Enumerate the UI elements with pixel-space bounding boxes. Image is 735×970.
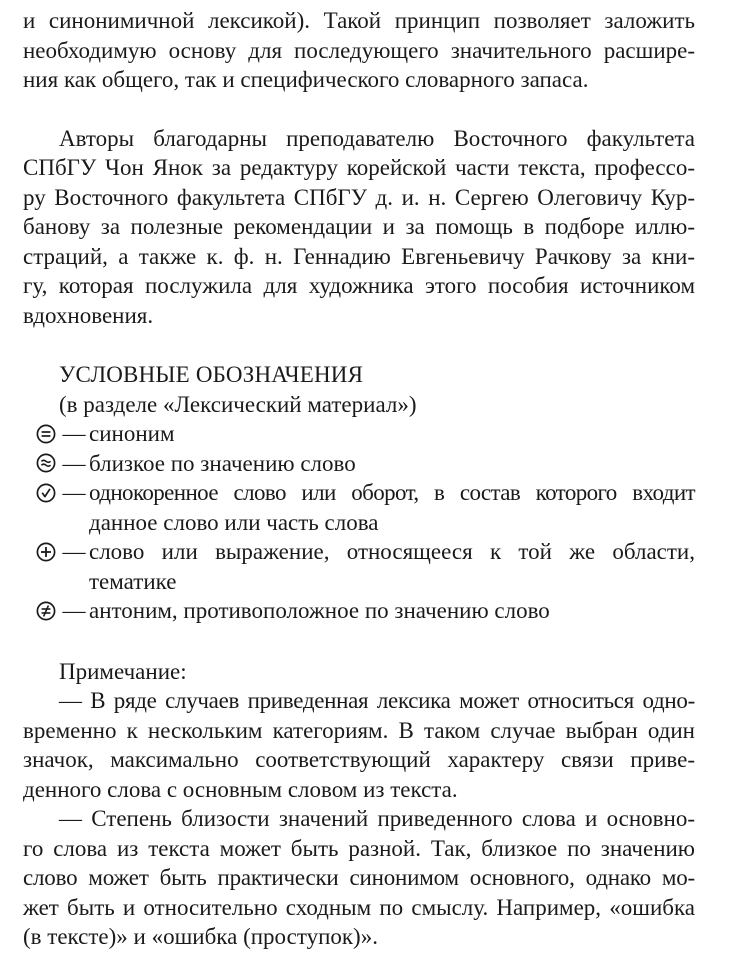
text-line: значок, максимально соответствующий характеру связи приве-: [23, 747, 695, 772]
legend-item-text: [89, 596, 695, 626]
legend-item-text: [89, 449, 695, 479]
text-line: ру Восточного факультета СПбГУ д. и. н. Сергею Олеговичу Кур-: [23, 184, 695, 210]
legend-dash: —: [62, 480, 86, 505]
document-page: [23, 6, 695, 952]
legend-dash: —: [62, 421, 86, 446]
approx-circle-icon: [33, 449, 59, 479]
text-line: — Степень близости значений приведенного слова и основно-: [59, 806, 695, 831]
legend-subtitle: (в разделе «Лексический материал»): [59, 392, 417, 417]
note-paragraph-1: [23, 686, 695, 804]
text-line: — В ряде случаев приведенная лексика может относиться одно-: [59, 688, 695, 713]
paragraph-gap: [23, 330, 695, 360]
legend-dash: —: [62, 598, 86, 623]
legend-dash: —: [62, 450, 86, 476]
text-line: гу, которая послужила для художника этого пособия источником: [23, 273, 695, 298]
legend-item-same-root: [23, 478, 695, 537]
legend-dash: —: [62, 539, 86, 564]
text-line: вдохновения.: [23, 302, 154, 328]
text-line: тематике: [89, 568, 177, 594]
text-line: и синонимичной лексикой). Такой принцип позволяет заложить: [23, 8, 695, 33]
acknowledgement-paragraph: [23, 124, 695, 331]
text-line: ния как общего, так и специфического словарного запаса.: [23, 67, 589, 92]
legend-section: [23, 360, 695, 626]
text-line: однокоренное слово или оборот, в состав которого входит: [89, 480, 695, 505]
text-line: временно к нескольким категориям. В таком случае выбран один: [23, 717, 695, 743]
legend-item-same-field: [23, 537, 695, 596]
text-line: данное слово или часть слова: [89, 509, 379, 535]
text-line: слово или выражение, относящееся к той же области,: [89, 539, 695, 564]
text-line: СПбГУ Чон Янок за редактуру корейской части текста, профессо-: [23, 155, 695, 180]
not-equal-circle-icon: [33, 596, 59, 626]
checkmark-circle-icon: [33, 478, 59, 508]
note-heading: Примечание:: [59, 658, 187, 684]
legend-item-text: [89, 478, 695, 537]
paragraph-gap: [23, 626, 695, 657]
note-section: [23, 657, 695, 952]
note-paragraph-2: [23, 804, 695, 952]
text-line: слово может быть практически синонимом основного, однако мо-: [23, 865, 695, 890]
text-line: страций, а также к. ф. н. Геннадию Евгеньевичу Рачкову за кни-: [23, 243, 695, 269]
legend-item-text: [89, 537, 695, 596]
text-line: Авторы благодарны преподавателю Восточного факультета: [59, 125, 695, 151]
text-line: синоним: [89, 421, 175, 446]
equals-circle-icon: [33, 419, 59, 449]
text-line: антоним, противоположное по значению слово: [89, 598, 550, 623]
paragraph-gap: [23, 95, 695, 124]
plus-circle-icon: [33, 537, 59, 567]
text-line: го слова из текста может быть разной. Так, близкое по значению: [23, 835, 695, 861]
legend-title: УСЛОВНЫЕ ОБОЗНАЧЕНИЯ: [59, 362, 364, 387]
text-line: банову за полезные рекомендации и за помощь в подборе иллю-: [23, 214, 695, 239]
intro-paragraph: [23, 6, 695, 95]
legend-item-close-meaning: [23, 449, 695, 479]
text-line: необходимую основу для последующего значительного расшире-: [23, 37, 695, 63]
legend-item-text: [89, 419, 695, 449]
legend-item-antonym: [23, 596, 695, 626]
text-line: близкое по значению слово: [89, 450, 356, 476]
text-line: денного слова с основным словом из текста.: [23, 776, 458, 802]
text-line: (в тексте)» и «ошибка (проступок)».: [23, 924, 378, 949]
legend-item-synonym: [23, 419, 695, 449]
text-line: жет быть и относительно сходным по смыслу. Например, «ошибка: [23, 894, 695, 920]
